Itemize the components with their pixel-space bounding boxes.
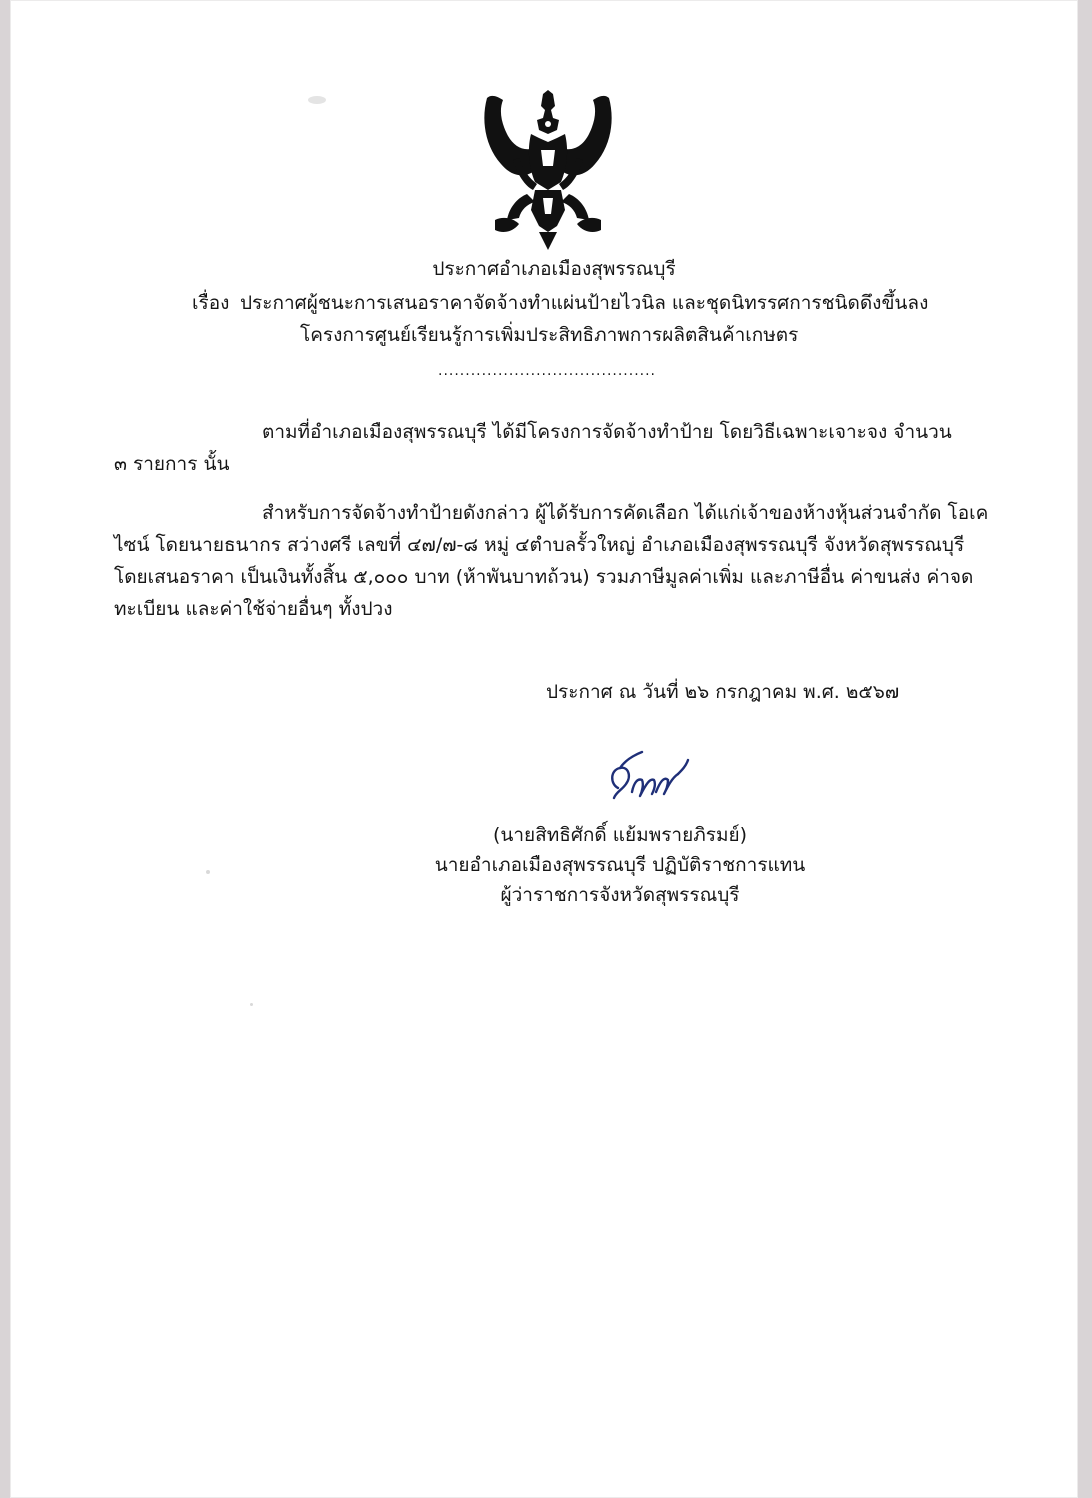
paper-speck — [206, 870, 210, 874]
subject-line-1: ประกาศผู้ชนะการเสนอราคาจัดจ้างทำแผ่นป้ายไวนิล และชุดนิทรรศการชนิดดึงขึ้นลง — [240, 292, 929, 314]
announcement-title: ประกาศอำเภอเมืองสุพรรณบุรี — [432, 258, 676, 280]
paragraph-2-line: โดยเสนอราคา เป็นเงินทั้งสิ้น ๕,๐๐๐ บาท (ห้าพันบาทถ้วน) รวมภาษีมูลค่าเพิ่ม และภาษีอื่น ค่าขนส่ง ค่าจด — [114, 566, 974, 588]
document-page — [10, 0, 1078, 1498]
handwritten-signature-icon — [598, 748, 694, 810]
signer-position: นายอำเภอเมืองสุพรรณบุรี ปฏิบัติราชการแทน — [434, 854, 806, 876]
paragraph-2 — [114, 497, 989, 625]
paper-speck — [250, 1003, 253, 1006]
paragraph-1-line: ตามที่อำเภอเมืองสุพรรณบุรี ได้มีโครงการจัดจ้างทำป้าย โดยวิธีเฉพาะเจาะจง จำนวน — [262, 421, 952, 443]
dotted-separator: ........................................ — [438, 363, 657, 379]
paragraph-1 — [114, 416, 974, 480]
paragraph-1-line: ๓ รายการ นั้น — [114, 453, 230, 475]
announcement-date: ประกาศ ณ วันที่ ๒๖ กรกฎาคม พ.ศ. ๒๕๖๗ — [546, 681, 900, 703]
subject-label: เรื่อง — [192, 292, 230, 314]
subject-line-2: โครงการศูนย์เรียนรู้การเพิ่มประสิทธิภาพการผลิตสินค้าเกษตร — [300, 324, 799, 346]
signer-position: ผู้ว่าราชการจังหวัดสุพรรณบุรี — [500, 884, 740, 906]
paragraph-2-line: สำหรับการจัดจ้างทำป้ายดังกล่าว ผู้ได้รับการคัดเลือก ได้แก่เจ้าของห้างหุ้นส่วนจำกัด โอเค — [262, 502, 989, 524]
garuda-emblem-icon — [473, 90, 623, 252]
signature-block — [400, 820, 840, 910]
signer-name: (นายสิทธิศักดิ์ แย้มพรายภิรมย์) — [492, 824, 748, 846]
paragraph-2-line: ทะเบียน และค่าใช้จ่ายอื่นๆ ทั้งปวง — [114, 598, 393, 620]
paper-smudge — [308, 96, 326, 104]
paragraph-2-line: ไซน์ โดยนายธนากร สว่างศรี เลขที่ ๔๗/๗-๘ หมู่ ๔ตำบลรั้วใหญ่ อำเภอเมืองสุพรรณบุรี จังหวัดสุพรรณบุรี — [114, 534, 965, 556]
